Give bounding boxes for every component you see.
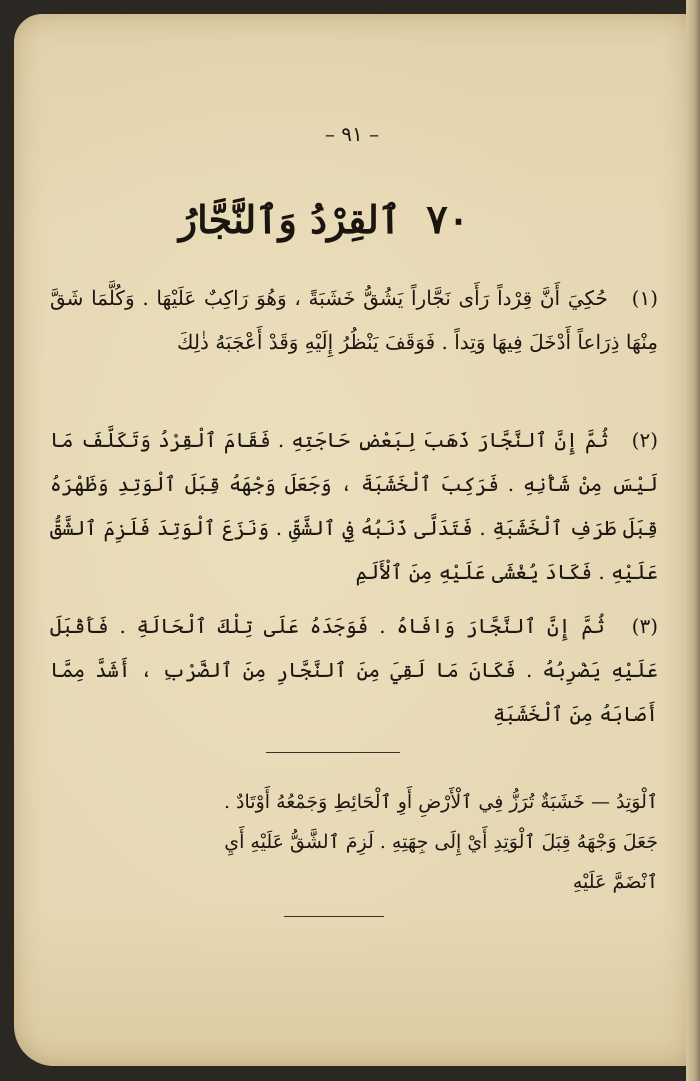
paragraph-marker: (٣) [631,614,659,638]
paragraph-3 [50,604,658,736]
paragraph-marker: (٢) [631,428,659,452]
paragraph-text: حُكِيَ أَنَّ قِرْداً رَأَى نَجَّاراً يَشُقُّ خَشَبَةً ، وَهُوَ رَاكِبٌ عَلَيْهَا . وَكُلَّمَا شَقَّ مِنْهَا ذِرَاعاً أَدْخَلَ فِيهَا وَتِداً . فَوَقَفَ يَنْظُرُ إِلَيْهِ وَقَدْ أَعْجَبَهُ ذٰلِكَ [50,286,658,354]
glossary-line: ٱلْوَتِدُ — خَشَبَةٌ تُرَزُّ فِي ٱلْأَرْضِ أَوِ ٱلْحَائِطِ وَجَمْعُهُ أَوْتَادٌ . [223,791,658,813]
paragraph-text: ثُمَّ إِنَّ ٱلنَّجَّارَ ذَهَبَ لِبَعْضِ حَاجَتِهِ . فَقَامَ ٱلْقِرْدُ وَتَكَلَّفَ مَا لَيْسَ مِنْ شَأْنِهِ . فَرَكِبَ ٱلْخَشَبَةَ ، وَجَعَلَ وَجْهَهُ قِبَلَ ٱلْوَتِدِ وَظَهْرَهُ قِبَلَ طَرَفِ ٱلْخَشَبَةِ . فَتَدَلَّى ذَنَبُهُ فِي ٱلشَّقِّ . وَنَزَعَ ٱلْوَتِدَ فَلَزِمَ ٱلشَّقُّ عَلَيْهِ . فَكَادَ يُغْشَى عَلَيْهِ مِنَ ٱلْأَلَمِ [50,428,658,584]
lesson-title: ٱلقِرْدُ وَٱلنَّجَّارُ [178,197,402,242]
paragraph-text: ثُمَّ إِنَّ ٱلنَّجَّارَ وَافَاهُ . فَوَجَدَهُ عَلَى تِلْكَ ٱلْحَالَةِ . فَأَقْبَلَ عَلَيْهِ يَضْرِبُهُ . فَكَانَ مَا لَقِيَ مِنَ ٱلنَّجَّارِ مِنَ ٱلضَّرْبِ ، أَشَدَّ مِمَّا أَصَابَهُ مِنَ ٱلْخَشَبَةِ [50,614,658,726]
paper-page [14,14,690,1066]
glossary-line: ٱنْضَمَّ عَلَيْهِ [572,871,658,893]
lesson-heading [14,196,634,243]
end-divider [284,916,384,917]
glossary-notes [50,782,658,902]
page-number: – ٩١ – [324,122,380,146]
lesson-number: ٧٠ [426,196,470,243]
paragraph-marker: (١) [631,286,658,310]
paragraph-2 [50,418,658,594]
glossary-line: جَعَلَ وَجْهَهُ قِبَلَ ٱلْوَتِدِ أَيْ إِلَى جِهَتِهِ . لَزِمَ ٱلشَّقُّ عَلَيْهِ أَيِ [224,831,658,853]
book-spine-edge [686,0,700,1081]
section-divider [266,752,400,753]
paragraph-1 [50,276,658,364]
